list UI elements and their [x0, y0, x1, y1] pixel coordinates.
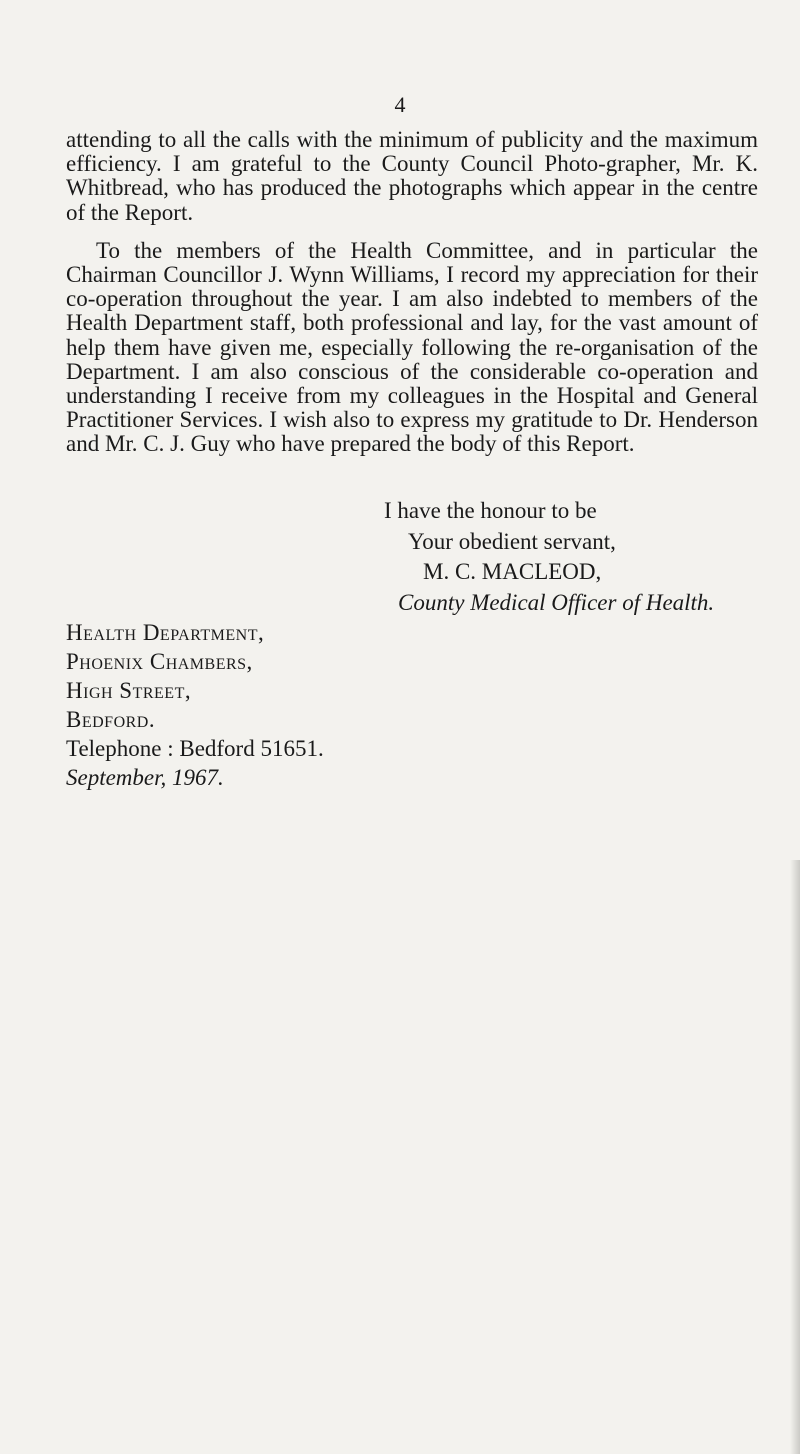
address-building: Phoenix Chambers,: [66, 649, 253, 674]
address-telephone: Telephone : Bedford 51651.: [66, 736, 324, 761]
paragraph-2: To the members of the Health Committee, and in particular the Chairman Councillor J. Wynn Williams, I record my appreciation for their co-operation throughout the year. I am also indebted to members of the Health Department staff, both professional and lay, for the vast amount of help them have given me, especially following the re-organisation of the Department. I am also conscious of the considerable co-operation and understanding I receive from my colleagues in the Hospital and General Practitioner Services. I wish also to express my gratitude to Dr. Henderson and Mr. C. J. Guy who have prepared the body of this Report.: [66, 237, 758, 457]
address-block: [66, 618, 324, 792]
paragraph-1: attending to all the calls with the minimum of publicity and the maximum efficiency. I am grateful to the County Council Photo-grapher, Mr. K. Whitbread, who has produced the photographs which appear in the centre of the Report.: [66, 127, 758, 225]
closing-signature-block: [384, 496, 714, 618]
closing-honour-line: I have the honour to be: [384, 498, 597, 523]
page-number: 4: [394, 92, 406, 117]
address-street: High Street,: [66, 678, 192, 703]
body-text: [66, 128, 758, 471]
signatory-title: County Medical Officer of Health.: [398, 589, 715, 615]
closing-servant-line: Your obedient servant,: [408, 528, 616, 554]
address-department: Health Department,: [66, 620, 265, 645]
signatory-name: M. C. MACLEOD,: [423, 559, 602, 584]
address-date: September, 1967.: [66, 765, 224, 790]
address-town: Bedford.: [66, 707, 156, 732]
page-edge-shadow: [790, 860, 800, 1454]
